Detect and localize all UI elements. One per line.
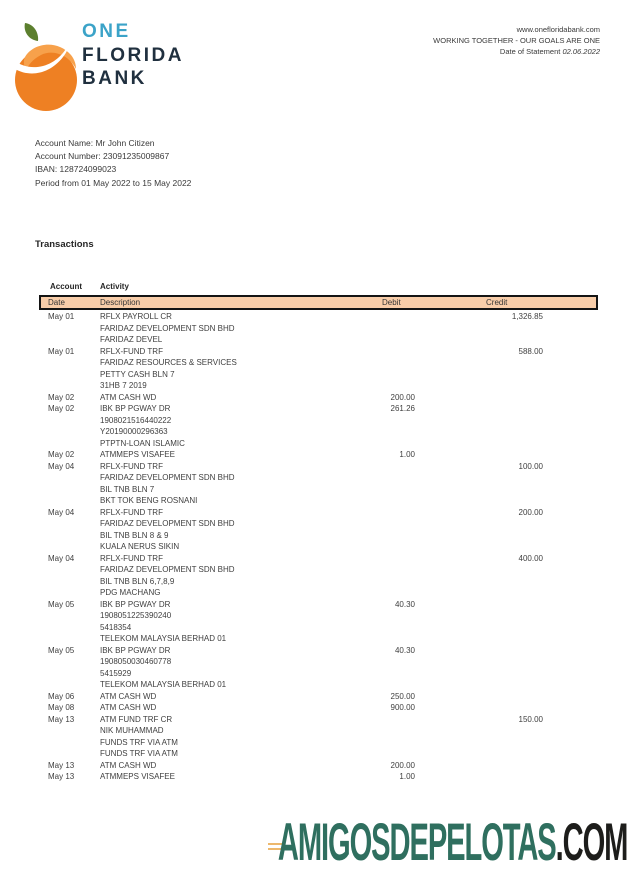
transaction-credit: 200.00 bbox=[518, 507, 543, 517]
transaction-description: FARIDAZ RESOURCES & SERVICES bbox=[100, 358, 237, 367]
logo-word-bank: BANK bbox=[82, 68, 147, 89]
transaction-line bbox=[39, 772, 598, 784]
statement-date-line bbox=[433, 46, 600, 57]
account-period: Period from 01 May 2022 to 15 May 2022 bbox=[35, 177, 192, 188]
transaction-credit: 400.00 bbox=[518, 553, 543, 563]
transaction-credit: 150.00 bbox=[518, 714, 543, 724]
transaction-description: ATM CASH WD bbox=[100, 703, 157, 712]
transaction-description: PETTY CASH BLN 7 bbox=[100, 369, 175, 379]
transaction-description: FUNDS TRF VIA ATM bbox=[100, 737, 178, 747]
transaction-line bbox=[39, 565, 598, 577]
transaction-date: May 01 bbox=[48, 346, 75, 356]
transaction-line bbox=[39, 715, 598, 727]
bank-logo-orange-icon bbox=[13, 17, 81, 115]
transaction-description: KUALA NERUS SIKIN bbox=[100, 542, 180, 551]
transaction-debit: 261.26 bbox=[390, 404, 415, 413]
column-header-description: Description bbox=[100, 298, 141, 307]
transaction-date: May 05 bbox=[48, 645, 75, 655]
transaction-line bbox=[39, 439, 598, 451]
transaction-description: NIK MUHAMMAD bbox=[100, 726, 164, 735]
transaction-date: May 02 bbox=[48, 404, 75, 413]
transaction-credit: 100.00 bbox=[518, 461, 543, 471]
transaction-date: May 01 bbox=[48, 312, 75, 321]
transaction-description: RFLX-FUND TRF bbox=[100, 507, 163, 517]
transaction-debit: 250.00 bbox=[390, 691, 415, 701]
transaction-date: May 04 bbox=[48, 553, 75, 563]
transaction-line bbox=[39, 450, 598, 462]
transaction-date: May 02 bbox=[48, 450, 75, 459]
transaction-line bbox=[39, 600, 598, 612]
transaction-credit: 1,326.85 bbox=[511, 312, 543, 321]
transaction-description: Y20190000296363 bbox=[100, 427, 168, 436]
transaction-description: ATM CASH WD bbox=[100, 392, 157, 402]
transaction-description: 1908051225390240 bbox=[100, 611, 172, 620]
transaction-debit: 1.00 bbox=[399, 450, 415, 459]
transaction-line bbox=[39, 577, 598, 589]
transaction-description: 5418354 bbox=[100, 622, 132, 632]
transaction-debit: 1.00 bbox=[399, 772, 415, 781]
transaction-line bbox=[39, 519, 598, 531]
transaction-date: May 13 bbox=[48, 714, 75, 724]
bank-website: www.onefloridabank.com bbox=[516, 25, 600, 34]
transaction-line bbox=[39, 657, 598, 669]
column-header-credit: Credit bbox=[486, 298, 508, 307]
transaction-line bbox=[39, 404, 598, 416]
transaction-description: RFLX-FUND TRF bbox=[100, 461, 163, 471]
transaction-description: ATMMEPS VISAFEE bbox=[100, 450, 175, 459]
transaction-description: FARIDAZ DEVELOPMENT SDN BHD bbox=[100, 519, 235, 528]
transaction-description: ATM FUND TRF CR bbox=[100, 714, 173, 724]
account-number: Account Number: 23091235009867 bbox=[35, 151, 170, 162]
transaction-date: May 13 bbox=[48, 772, 75, 781]
transaction-line bbox=[39, 611, 598, 623]
transaction-description: TELEKOM MALAYSIA BERHAD 01 bbox=[100, 680, 227, 689]
group-header-account: Account bbox=[50, 282, 82, 291]
watermark-suffix: .COM bbox=[555, 813, 627, 872]
transaction-line bbox=[39, 324, 598, 336]
transaction-line bbox=[39, 680, 598, 692]
account-info-block bbox=[35, 137, 191, 190]
transaction-description: FARIDAZ DEVELOPMENT SDN BHD bbox=[100, 473, 235, 482]
transaction-description: 5415929 bbox=[100, 668, 132, 678]
transaction-line bbox=[39, 462, 598, 474]
transaction-description: FUNDS TRF VIA ATM bbox=[100, 749, 178, 758]
transaction-description: IBK BP PGWAY DR bbox=[100, 599, 171, 609]
logo-word-one: ONE bbox=[82, 21, 131, 42]
transaction-date: May 04 bbox=[48, 461, 75, 471]
transaction-line bbox=[39, 634, 598, 646]
account-iban: IBAN: 128724099023 bbox=[35, 164, 117, 175]
statement-date-value: 02.06.2022 bbox=[562, 47, 600, 57]
account-name: Account Name: Mr John Citizen bbox=[35, 138, 155, 148]
transaction-description: ATMMEPS VISAFEE bbox=[100, 772, 175, 781]
transaction-description: RFLX-FUND TRF bbox=[100, 553, 163, 563]
transaction-debit: 40.30 bbox=[394, 645, 415, 655]
transaction-line bbox=[39, 531, 598, 543]
transaction-line bbox=[39, 703, 598, 715]
watermark-site-name bbox=[277, 813, 627, 872]
transaction-description: PTPTN-LOAN ISLAMIC bbox=[100, 438, 185, 448]
transaction-description: FARIDAZ DEVELOPMENT SDN BHD bbox=[100, 323, 235, 333]
transaction-description: RFLX-FUND TRF bbox=[100, 346, 163, 356]
transaction-description: IBK BP PGWAY DR bbox=[100, 404, 171, 413]
transaction-description: BIL TNB BLN 6,7,8,9 bbox=[100, 576, 175, 586]
group-header-activity: Activity bbox=[100, 282, 129, 291]
watermark-main: AMIGOSDEPELOTAS bbox=[277, 813, 556, 872]
transaction-date: May 05 bbox=[48, 599, 75, 609]
transaction-line bbox=[39, 726, 598, 738]
transaction-description: PDG MACHANG bbox=[100, 588, 161, 597]
table-column-header-row bbox=[39, 295, 598, 310]
transaction-date: May 08 bbox=[48, 703, 75, 712]
transaction-line bbox=[39, 496, 598, 508]
transaction-line bbox=[39, 646, 598, 658]
transaction-debit: 200.00 bbox=[390, 392, 415, 402]
transaction-line bbox=[39, 761, 598, 773]
transactions-rows bbox=[39, 312, 598, 784]
transaction-line bbox=[39, 347, 598, 359]
transaction-description: 1908021516440222 bbox=[100, 415, 172, 425]
transaction-date: May 02 bbox=[48, 392, 75, 402]
transaction-line bbox=[39, 738, 598, 750]
transaction-description: BKT TOK BENG ROSNANI bbox=[100, 496, 198, 505]
logo-word-florida: FLORIDA bbox=[82, 44, 184, 66]
transaction-description: BIL TNB BLN 7 bbox=[100, 484, 155, 494]
transaction-debit: 40.30 bbox=[394, 599, 415, 609]
transaction-debit: 900.00 bbox=[390, 703, 415, 712]
transaction-description: TELEKOM MALAYSIA BERHAD 01 bbox=[100, 634, 227, 643]
transaction-line bbox=[39, 312, 598, 324]
transaction-description: RFLX PAYROLL CR bbox=[100, 312, 172, 321]
transaction-description: 1908050030460778 bbox=[100, 657, 172, 666]
statement-date-label: Date of Statement bbox=[499, 47, 563, 57]
transaction-line bbox=[39, 358, 598, 370]
bank-slogan: WORKING TOGETHER - OUR GOALS ARE ONE bbox=[433, 36, 600, 46]
transaction-date: May 04 bbox=[48, 507, 75, 517]
transaction-date: May 13 bbox=[48, 760, 75, 770]
transaction-line bbox=[39, 485, 598, 497]
transaction-line bbox=[39, 393, 598, 405]
transaction-date: May 06 bbox=[48, 691, 75, 701]
transaction-description: FARIDAZ DEVELOPMENT SDN BHD bbox=[100, 565, 235, 574]
transactions-table bbox=[39, 282, 598, 784]
transaction-line bbox=[39, 542, 598, 554]
header-right-block bbox=[433, 24, 600, 58]
column-header-date: Date bbox=[48, 298, 65, 307]
transaction-description: FARIDAZ DEVEL bbox=[100, 335, 163, 344]
transaction-description: ATM CASH WD bbox=[100, 760, 157, 770]
table-group-header-row bbox=[39, 282, 598, 295]
transaction-credit: 588.00 bbox=[518, 346, 543, 356]
transaction-line bbox=[39, 692, 598, 704]
transaction-description: BIL TNB BLN 8 & 9 bbox=[100, 530, 169, 540]
transaction-line bbox=[39, 381, 598, 393]
transaction-line bbox=[39, 335, 598, 347]
transactions-heading: Transactions bbox=[35, 239, 94, 250]
transaction-debit: 200.00 bbox=[390, 760, 415, 770]
transaction-line bbox=[39, 370, 598, 382]
transaction-description: ATM CASH WD bbox=[100, 691, 157, 701]
transaction-line bbox=[39, 554, 598, 566]
leaf-shape bbox=[25, 23, 39, 41]
column-header-debit: Debit bbox=[382, 298, 401, 307]
transaction-description: 31HB 7 2019 bbox=[100, 381, 147, 390]
transaction-line bbox=[39, 473, 598, 485]
transaction-description: IBK BP PGWAY DR bbox=[100, 645, 171, 655]
transaction-line bbox=[39, 416, 598, 428]
transaction-line bbox=[39, 669, 598, 681]
transaction-line bbox=[39, 588, 598, 600]
bank-logo-text bbox=[82, 20, 184, 91]
transaction-line bbox=[39, 508, 598, 520]
transaction-line bbox=[39, 623, 598, 635]
transaction-line bbox=[39, 427, 598, 439]
transaction-line bbox=[39, 749, 598, 761]
